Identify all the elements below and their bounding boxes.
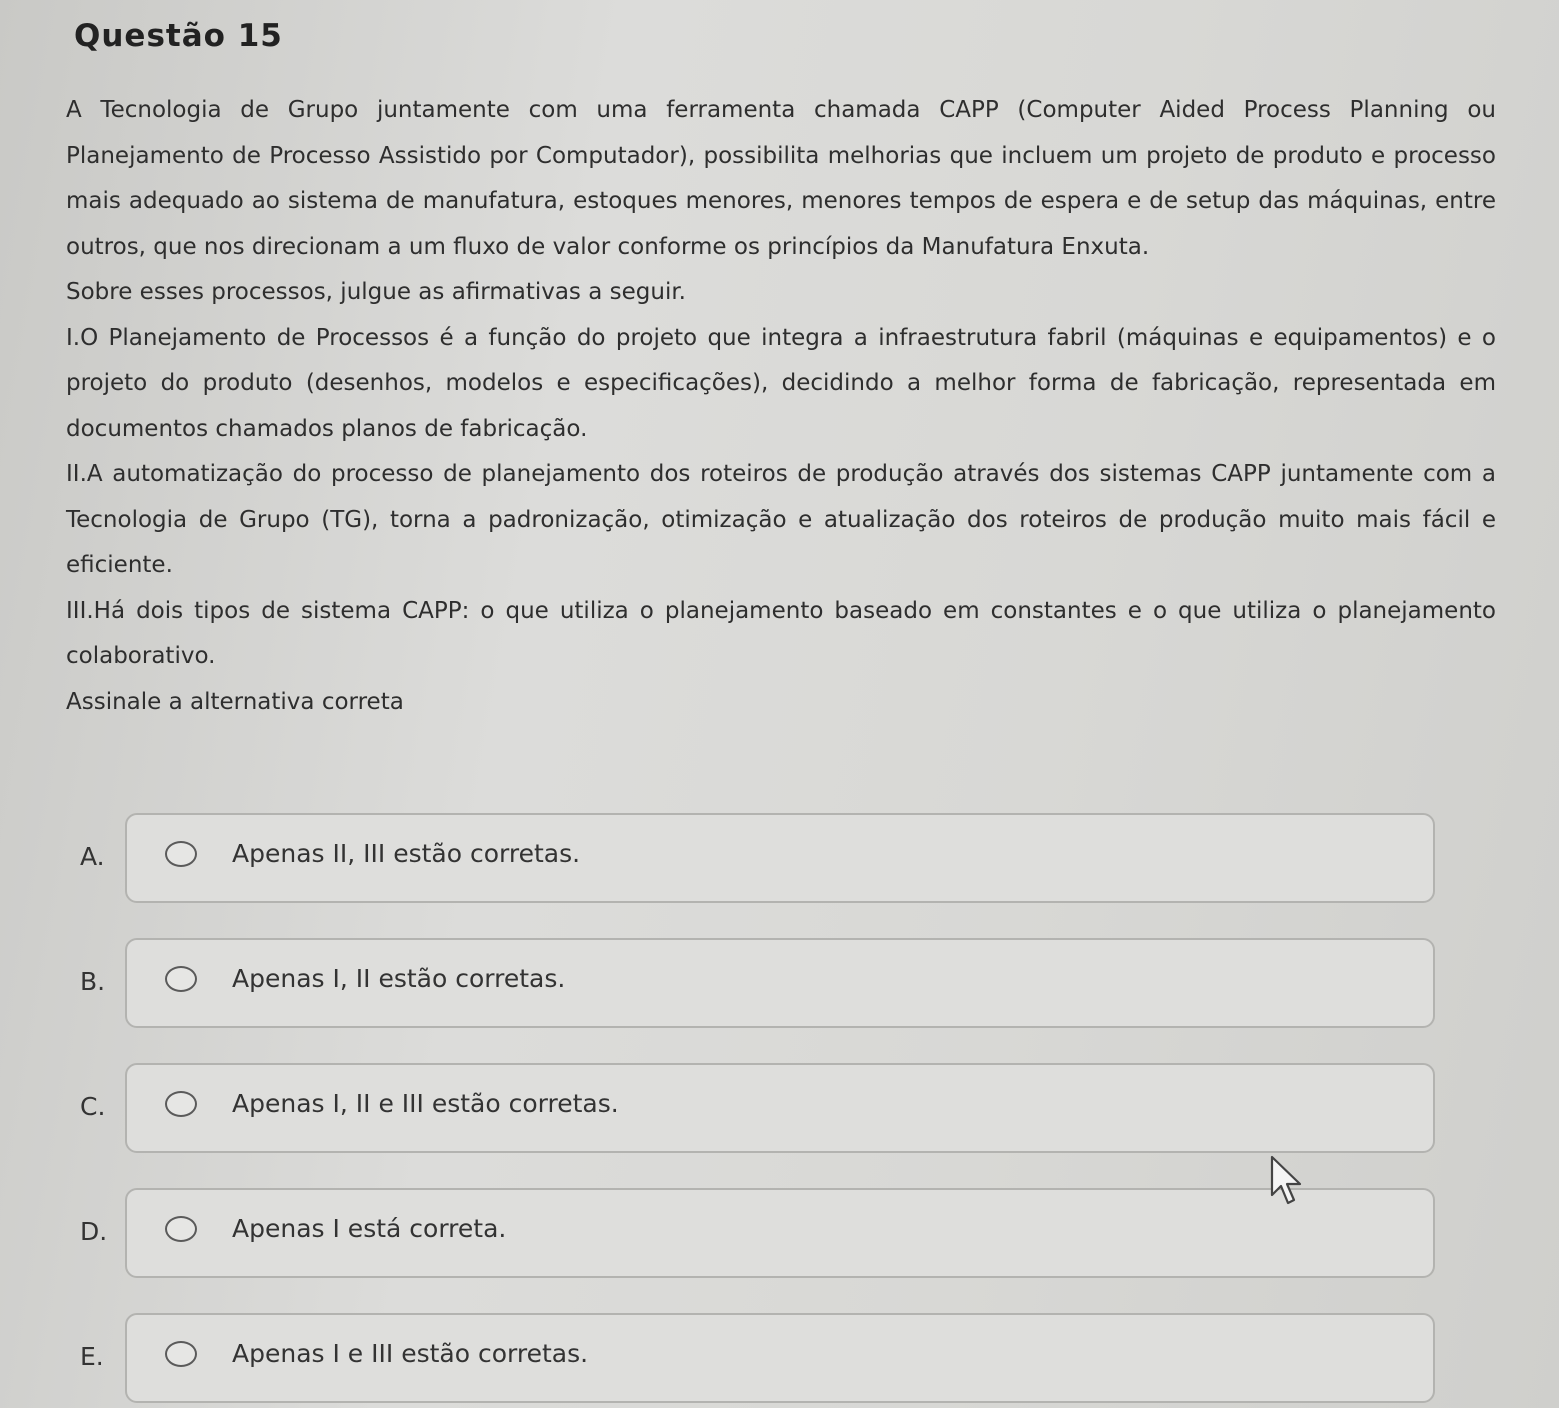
intro-paragraph: A Tecnologia de Grupo juntamente com uma ferramenta chamada CAPP (Computer Aided Process Planning ou Planejamento de Processo Assistido por Computador), possibilita melhorias que incluem um projeto de produto e processo mais adequado ao sistema de manufatura, estoques menores, menores tempos de espera e de setup das máquinas, entre outros, que nos direcionam a um fluxo de valor conforme os princípios da Manufatura Enxuta. <box>66 97 1496 260</box>
statement-three: III.Há dois tipos de sistema CAPP: o que utiliza o planejamento baseado em constantes e o que utiliza o planejamento colaborativo. <box>66 597 1496 669</box>
option-label: Apenas I está correta. <box>232 1214 507 1243</box>
question-title: Questão 15 <box>74 18 283 54</box>
radio-circle-icon[interactable] <box>165 1341 197 1367</box>
option-letter: A. <box>80 842 105 871</box>
mouse-pointer-icon <box>1268 1155 1308 1210</box>
radio-circle-icon[interactable] <box>165 841 197 867</box>
option-label: Apenas I, II estão corretas. <box>232 964 566 993</box>
option-letter: D. <box>80 1217 108 1246</box>
option-b <box>80 933 1450 1033</box>
option-label: Apenas I, II e III estão corretas. <box>232 1089 619 1118</box>
option-a-button[interactable] <box>125 813 1435 903</box>
radio-circle-icon[interactable] <box>165 966 197 992</box>
option-letter: C. <box>80 1092 106 1121</box>
option-d-button[interactable] <box>125 1188 1435 1278</box>
statement-one: I.O Planejamento de Processos é a função do projeto que integra a infraestrutura fabril (máquinas e equipamentos) e o projeto do produto (desenhos, modelos e especificações), decidindo a melhor forma de fabricação, representada em documentos chamados planos de fabricação. <box>66 324 1496 442</box>
option-letter: E. <box>80 1342 104 1371</box>
option-a <box>80 808 1450 908</box>
radio-circle-icon[interactable] <box>165 1091 197 1117</box>
option-c-button[interactable] <box>125 1063 1435 1153</box>
option-e <box>80 1308 1450 1408</box>
option-c <box>80 1058 1450 1158</box>
option-e-button[interactable] <box>125 1313 1435 1403</box>
question-statement <box>66 88 1496 725</box>
statement-two: II.A automatização do processo de planejamento dos roteiros de produção através dos sistemas CAPP juntamente com a Tecnologia de Grupo (TG), torna a padronização, otimização e atualização dos roteiros de produção muito mais fácil e eficiente. <box>66 461 1496 578</box>
radio-circle-icon[interactable] <box>165 1216 197 1242</box>
option-b-button[interactable] <box>125 938 1435 1028</box>
instruction-paragraph: Sobre esses processos, julgue as afirmativas a seguir. <box>66 279 686 305</box>
option-d <box>80 1183 1450 1283</box>
answer-prompt: Assinale a alternativa correta <box>66 688 404 715</box>
option-label: Apenas II, III estão corretas. <box>232 839 581 868</box>
option-letter: B. <box>80 967 106 996</box>
option-label: Apenas I e III estão corretas. <box>232 1339 589 1368</box>
